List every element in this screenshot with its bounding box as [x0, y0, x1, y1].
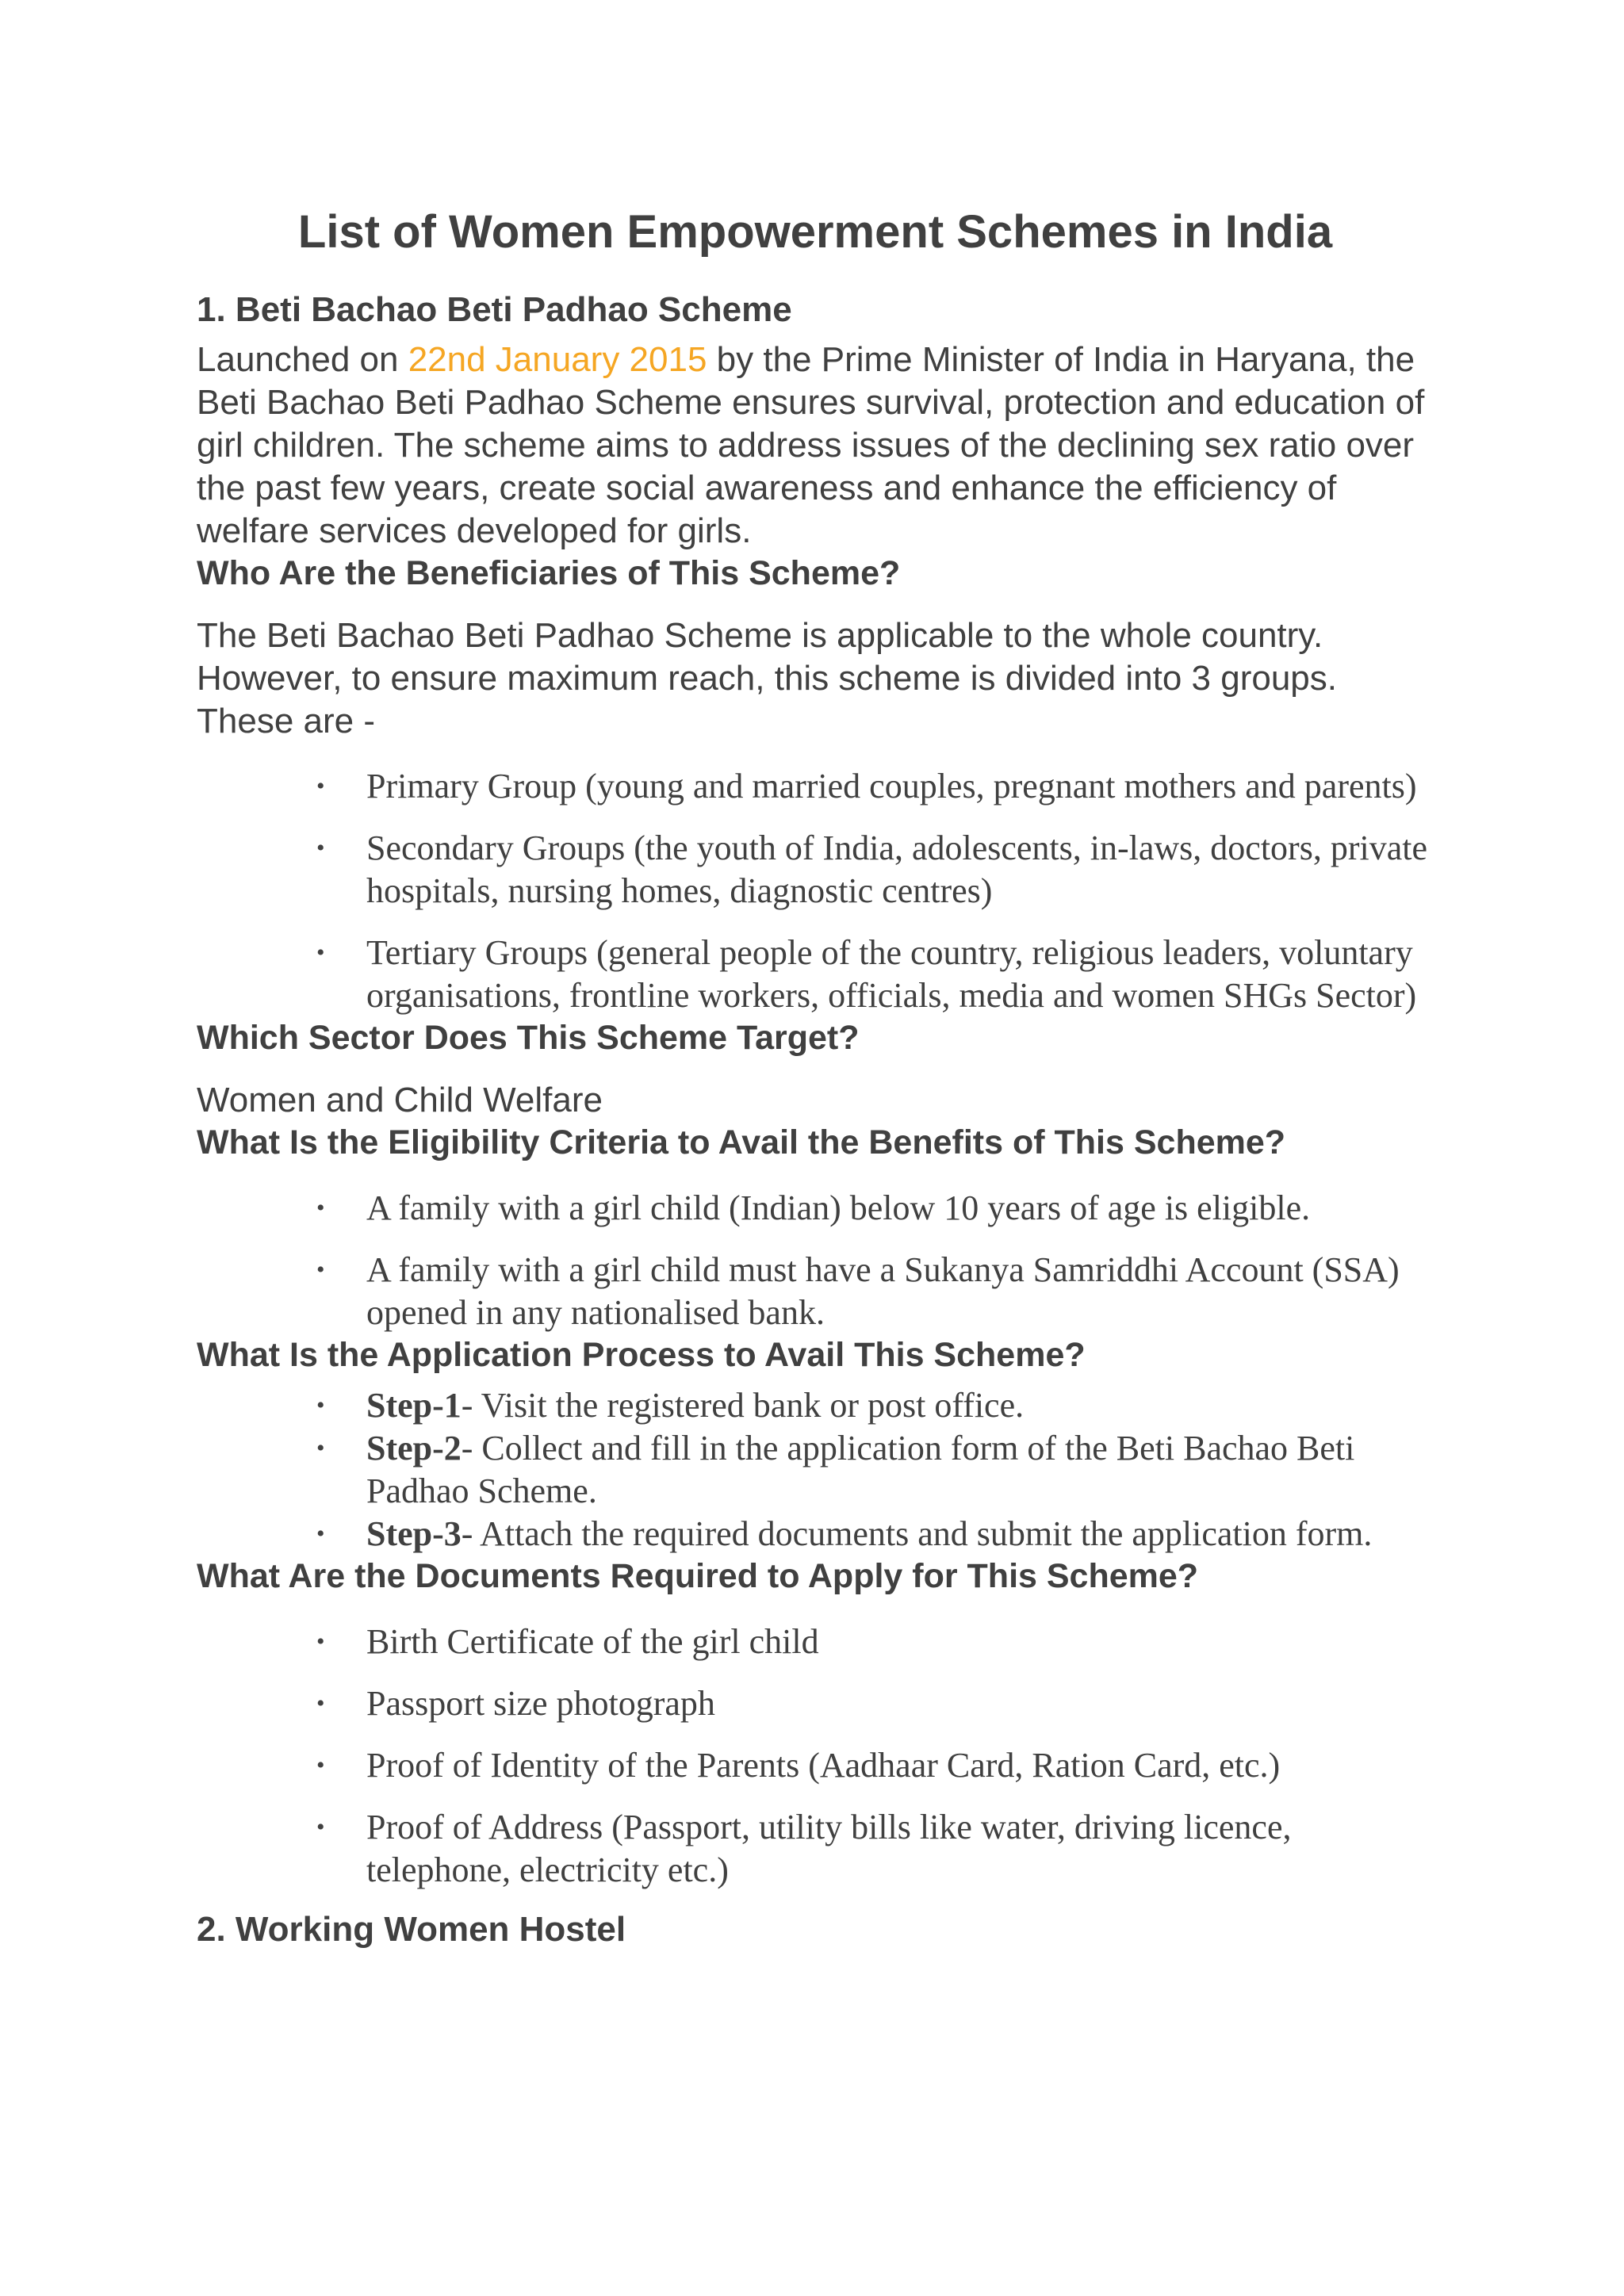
list-item [197, 1682, 1434, 1725]
list-item [197, 1249, 1434, 1334]
application-steps-list [197, 1384, 1434, 1556]
list-item-text: Primary Group (young and married couples, pregnant mothers and parents) [366, 767, 1417, 806]
list-item-text: Proof of Address (Passport, utility bills like water, driving licence, telephone, electricity etc.) [366, 1808, 1292, 1890]
bullet-icon: • [316, 773, 325, 800]
list-item [197, 1513, 1434, 1556]
list-item [197, 1187, 1434, 1230]
list-item-text: Birth Certificate of the girl child [366, 1622, 819, 1662]
bullet-icon: • [316, 1194, 325, 1221]
list-item [197, 1806, 1434, 1892]
bullet-icon: • [316, 1521, 325, 1548]
list-item [197, 827, 1434, 913]
eligibility-heading: What Is the Eligibility Criteria to Avail the Benefits of This Scheme? [197, 1123, 1286, 1161]
document-page [197, 206, 1434, 1959]
list-item [197, 1384, 1434, 1427]
documents-heading: What Are the Documents Required to Apply for This Scheme? [197, 1557, 1199, 1596]
application-heading: What Is the Application Process to Avail This Scheme? [197, 1335, 1086, 1374]
beneficiaries-text: The Beti Bachao Beti Padhao Scheme is applicable to the whole country. However, to ensure maximum reach, this scheme is divided into 3 groups. These are - [197, 616, 1337, 741]
list-item-text: Tertiary Groups (general people of the country, religious leaders, voluntary organisations, frontline workers, officials, media and women SHGs Sector) [366, 933, 1417, 1016]
step-label: Step-1 [366, 1386, 462, 1425]
sector-heading: Which Sector Does This Scheme Target? [197, 1019, 860, 1058]
list-item [197, 1427, 1434, 1513]
step-text: - Collect and fill in the application form of the Beti Bachao Beti Padhao Scheme. [366, 1429, 1355, 1511]
bullet-icon: • [316, 1814, 325, 1841]
launch-date-link[interactable]: 22nd January 2015 [408, 340, 707, 380]
list-item [197, 1744, 1434, 1787]
list-item [197, 932, 1434, 1017]
step-text: - Attach the required documents and submit the application form. [461, 1514, 1373, 1554]
intro-pre-text: Launched on [197, 340, 408, 380]
document-title: List of Women Empowerment Schemes in India [297, 206, 1333, 258]
bullet-icon: • [316, 1628, 325, 1655]
beneficiaries-heading: Who Are the Beneficiaries of This Scheme? [197, 554, 901, 593]
section-2-heading: 2. Working Women Hostel [197, 1910, 626, 1950]
bullet-icon: • [316, 1690, 325, 1717]
beneficiaries-list [197, 765, 1434, 1017]
list-item-text: Proof of Identity of the Parents (Aadhaar Card, Ration Card, etc.) [366, 1746, 1281, 1785]
bullet-icon: • [316, 1392, 325, 1419]
list-item-text: Secondary Groups (the youth of India, adolescents, in-laws, doctors, private hospitals, nursing homes, diagnostic centres) [366, 828, 1427, 911]
eligibility-list [197, 1187, 1434, 1334]
list-item-text: Passport size photograph [366, 1684, 715, 1724]
section-1-heading: 1. Beti Bachao Beti Padhao Scheme [197, 289, 792, 329]
step-label: Step-3 [366, 1514, 462, 1554]
list-item [197, 1621, 1434, 1663]
step-text: - Visit the registered bank or post office. [461, 1386, 1025, 1425]
bullet-icon: • [316, 1256, 325, 1283]
intro-post-text: by the Prime Minister of India in Haryana, the Beti Bachao Beti Padhao Scheme ensures survival, protection and education of girl children. The scheme aims to address issues of the declining sex ratio over the past few years, create social awareness and enhance the efficiency of welfare services developed for girls. [197, 340, 1425, 551]
documents-list [197, 1621, 1434, 1892]
list-item-text: A family with a girl child must have a Sukanya Samriddhi Account (SSA) opened in any nationalised bank. [366, 1249, 1400, 1332]
sector-text: Women and Child Welfare [197, 1080, 603, 1119]
bullet-icon: • [316, 939, 325, 966]
bullet-icon: • [316, 1752, 325, 1779]
section-1-intro [197, 339, 1434, 553]
list-item-text: A family with a girl child (Indian) below 10 years of age is eligible. [366, 1188, 1311, 1227]
bullet-icon: • [316, 1435, 325, 1462]
bullet-icon: • [316, 835, 325, 862]
list-item [197, 765, 1434, 808]
step-label: Step-2 [366, 1429, 462, 1468]
